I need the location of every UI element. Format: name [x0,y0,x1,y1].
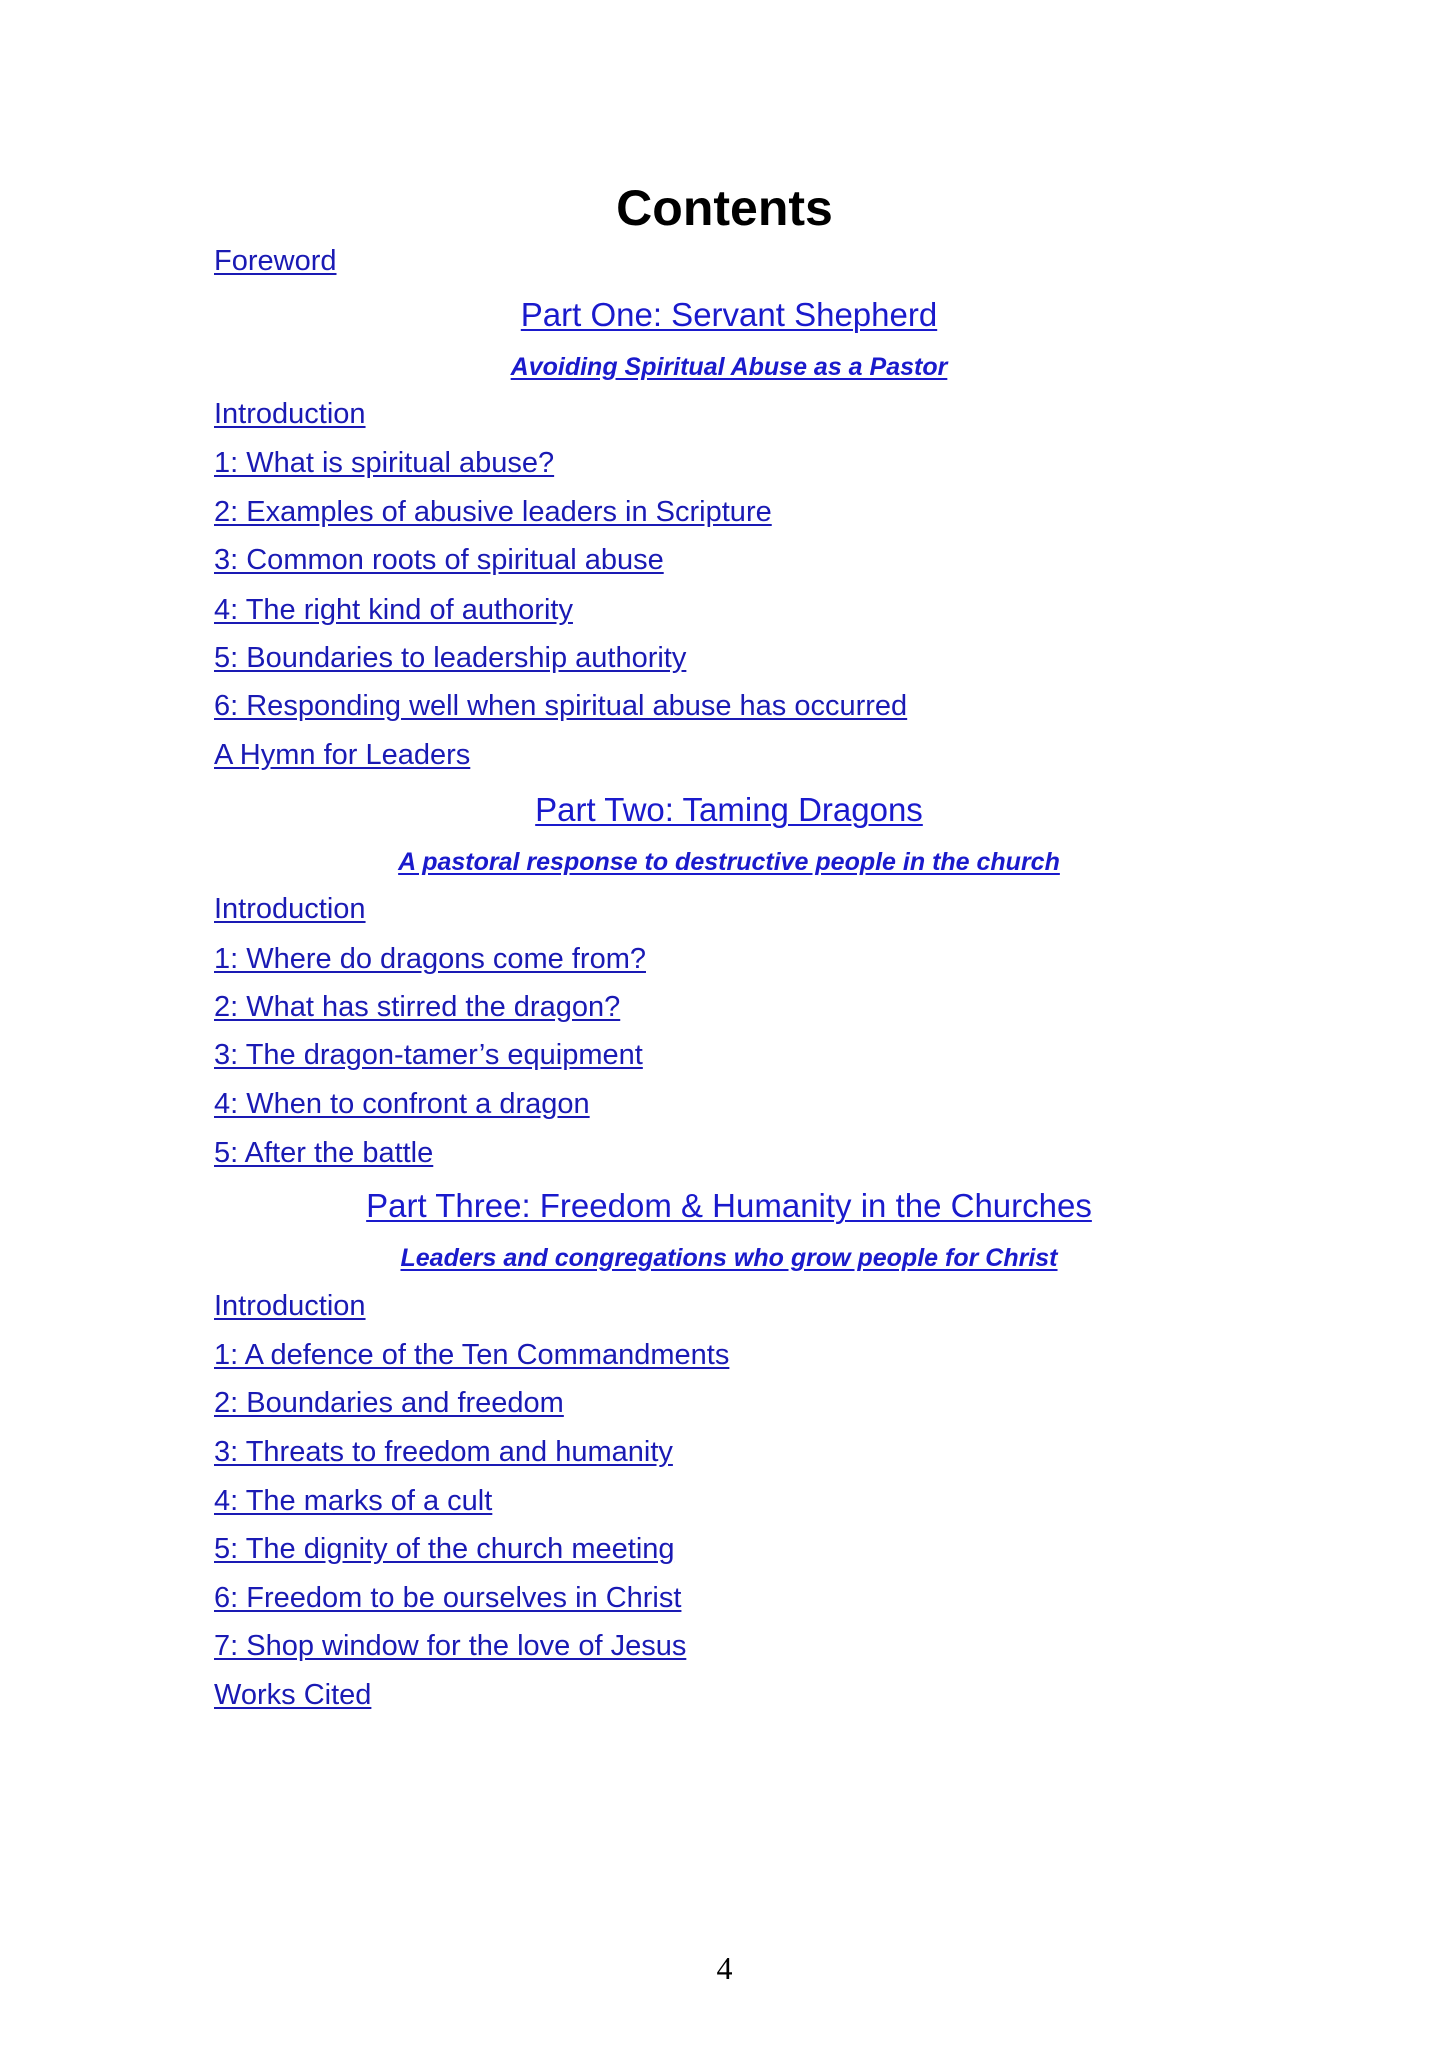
toc-link-part-three-chapter-2[interactable]: 2: Boundaries and freedom [214,1387,564,1419]
toc-link-part-one-introduction[interactable]: Introduction [214,398,366,430]
toc-part-three-heading[interactable]: Part Three: Freedom & Humanity in the Churches [366,1187,1092,1224]
toc-link-part-three-chapter-4[interactable]: 4: The marks of a cult [214,1485,493,1517]
toc-link-part-one-chapter-3[interactable]: 3: Common roots of spiritual abuse [214,544,664,576]
toc-link-part-one-chapter-6[interactable]: 6: Responding well when spiritual abuse has occurred [214,690,908,722]
toc-link-part-three-chapter-1[interactable]: 1: A defence of the Ten Commandments [214,1339,730,1371]
toc-link-part-two-chapter-5[interactable]: 5: After the battle [214,1137,434,1169]
toc-link-part-two-chapter-1[interactable]: 1: Where do dragons come from? [214,943,646,975]
toc-link-part-one-chapter-4[interactable]: 4: The right kind of authority [214,594,573,626]
toc-link-part-one-hymn[interactable]: A Hymn for Leaders [214,739,471,771]
toc-link-part-two-chapter-3[interactable]: 3: The dragon-tamer’s equipment [214,1039,643,1071]
toc-link-part-one-chapter-5[interactable]: 5: Boundaries to leadership authority [214,642,687,674]
toc-link-part-two-chapter-2[interactable]: 2: What has stirred the dragon? [214,991,621,1023]
toc-link-part-three-introduction[interactable]: Introduction [214,1290,366,1322]
toc-link-part-one-chapter-2[interactable]: 2: Examples of abusive leaders in Scripture [214,496,772,528]
toc-link-works-cited[interactable]: Works Cited [214,1679,372,1711]
toc-link-part-three-chapter-5[interactable]: 5: The dignity of the church meeting [214,1533,675,1565]
page-number: 4 [716,1950,733,1986]
toc-link-part-three-chapter-3[interactable]: 3: Threats to freedom and humanity [214,1436,673,1468]
toc-link-part-one-chapter-1[interactable]: 1: What is spiritual abuse? [214,447,555,479]
page-title: Contents [616,180,833,236]
toc-link-part-two-introduction[interactable]: Introduction [214,893,366,925]
toc-part-two-heading[interactable]: Part Two: Taming Dragons [535,791,923,828]
toc-part-one-heading[interactable]: Part One: Servant Shepherd [520,296,938,333]
toc-link-foreword[interactable]: Foreword [214,245,337,277]
toc-link-part-two-chapter-4[interactable]: 4: When to confront a dragon [214,1088,590,1120]
toc-link-part-three-chapter-7[interactable]: 7: Shop window for the love of Jesus [214,1630,687,1662]
toc-part-two-subtitle[interactable]: A pastoral response to destructive people in the church [398,848,1060,876]
toc-part-one-subtitle[interactable]: Avoiding Spiritual Abuse as a Pastor [510,353,948,381]
toc-link-part-three-chapter-6[interactable]: 6: Freedom to be ourselves in Christ [214,1582,682,1614]
toc-part-three-subtitle[interactable]: Leaders and congregations who grow people for Christ [400,1244,1058,1272]
